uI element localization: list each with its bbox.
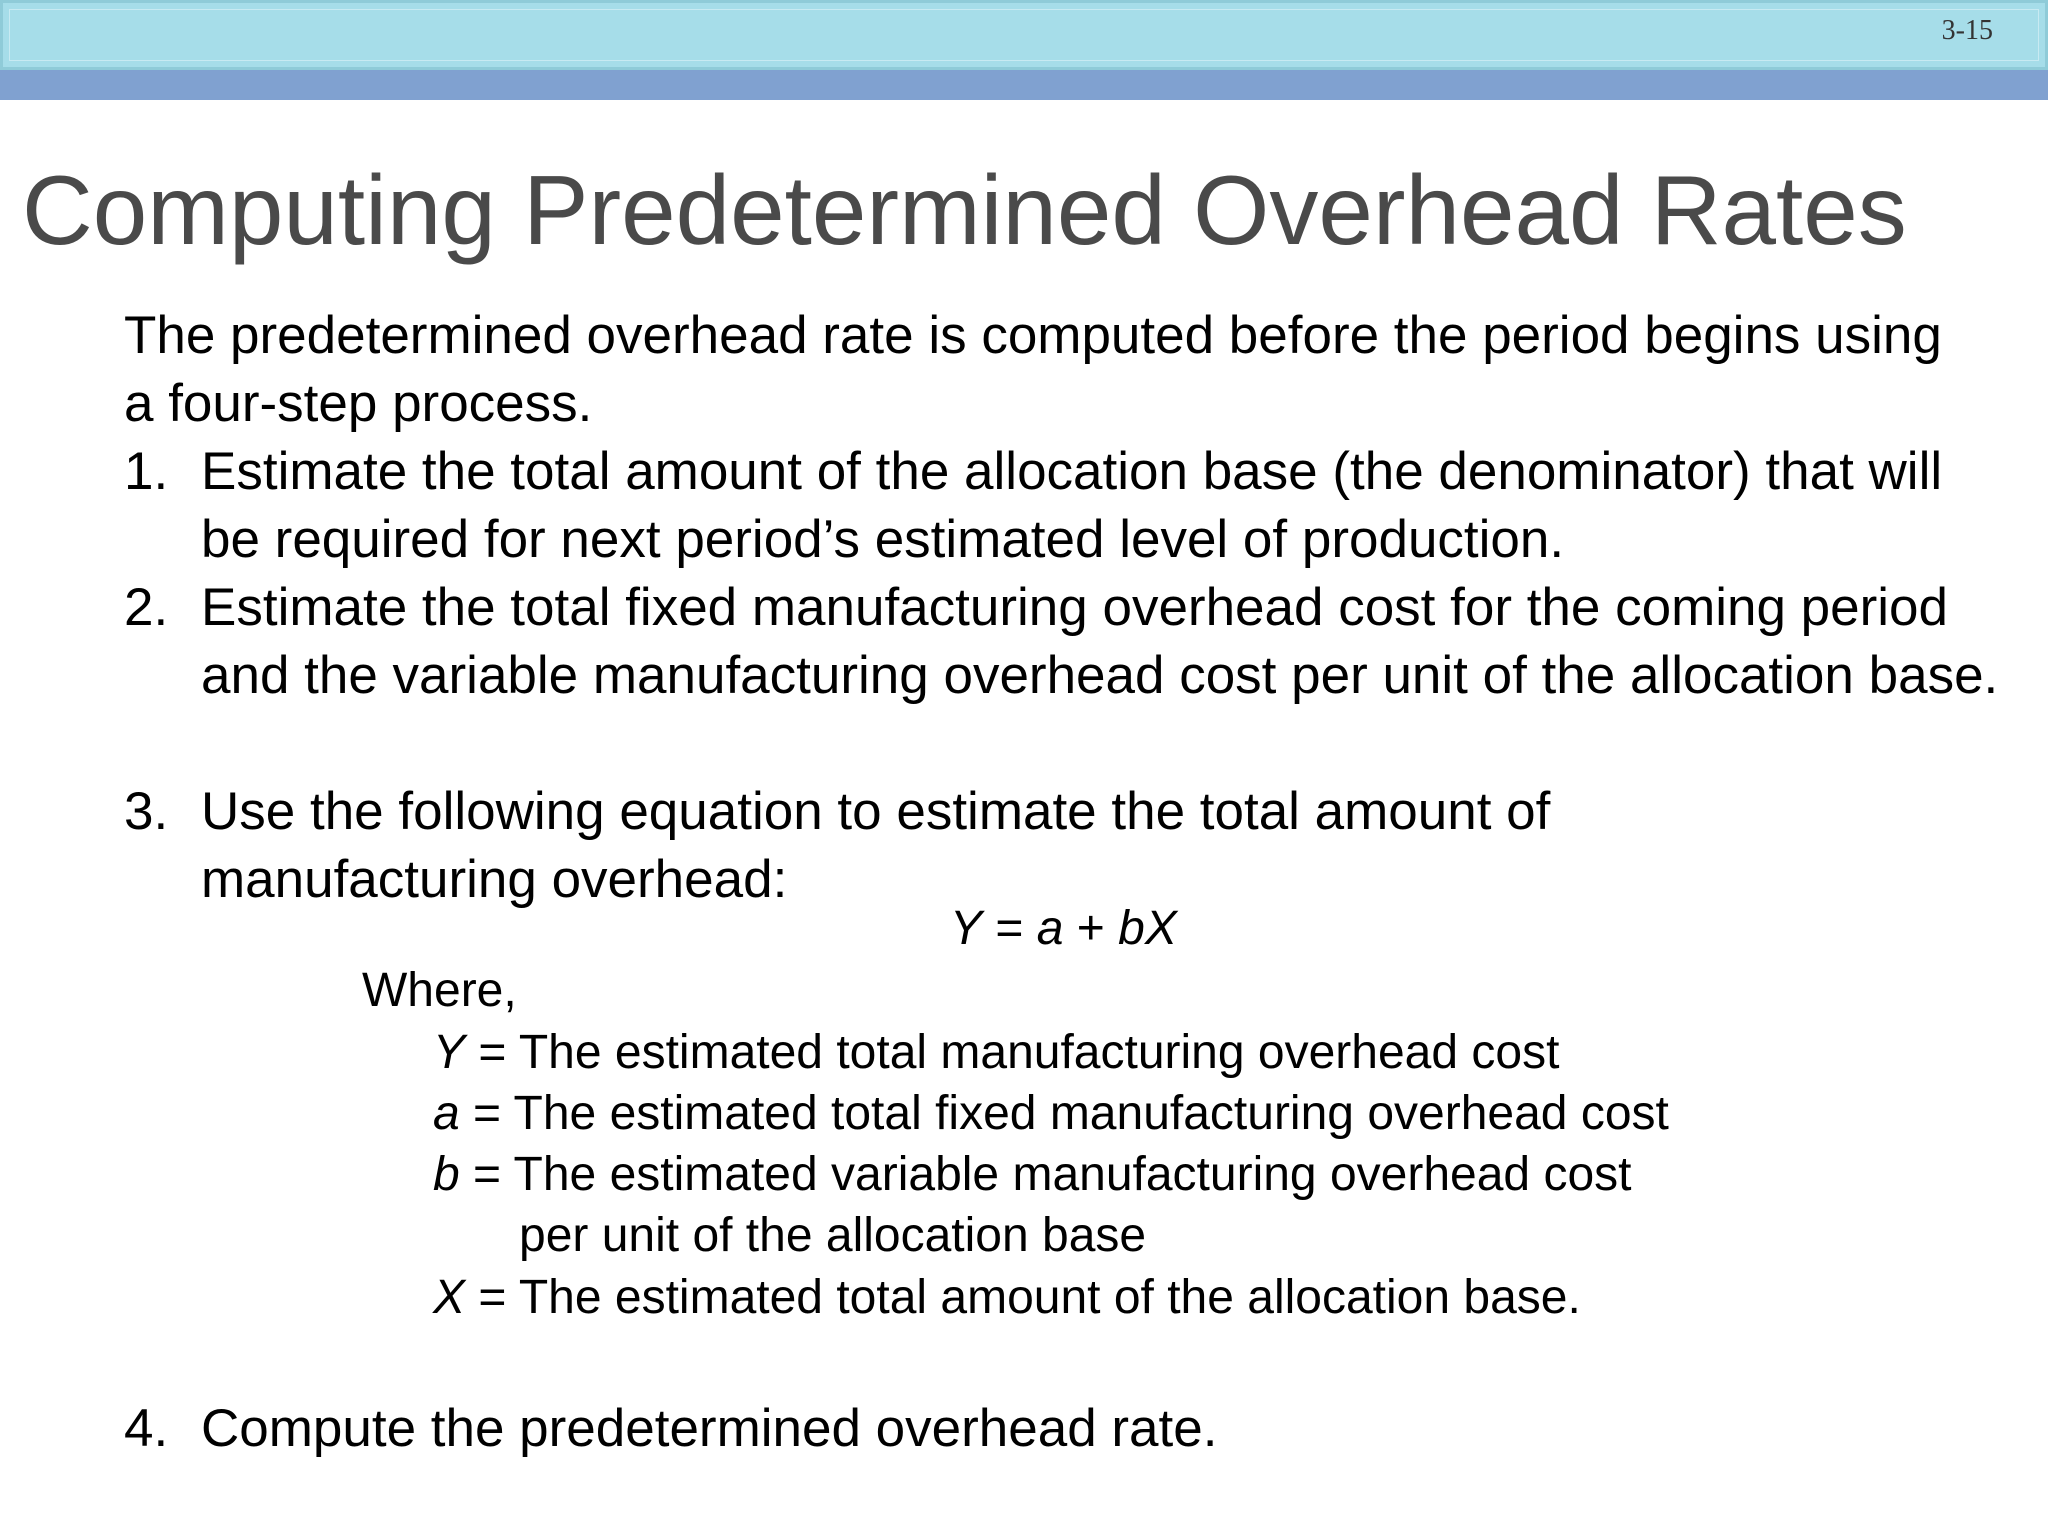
- step-number: 4.: [124, 1399, 169, 1458]
- where-label: Where,: [362, 964, 517, 1017]
- slide-title: Computing Predetermined Overhead Rates: [22, 155, 1907, 265]
- definition-variable: Y: [433, 1026, 466, 1079]
- definition-variable: X: [433, 1271, 466, 1324]
- page-number: 3-15: [1941, 15, 1993, 46]
- definition-x: [433, 1267, 1581, 1328]
- definition-a: [433, 1083, 1669, 1144]
- step-text: Estimate the total fixed manufacturing overhead cost for the coming period and the variable manufacturing overhead cost per unit of the allocation base.: [201, 578, 1999, 705]
- definition-text: = The estimated total manufacturing overhead cost: [465, 1026, 1560, 1079]
- intro-paragraph: The predetermined overhead rate is computed before the period begins using a four-step process.: [124, 306, 1942, 433]
- step-number: 1.: [124, 442, 169, 501]
- header-band: [0, 0, 2048, 70]
- step-number: 3.: [124, 782, 169, 841]
- overhead-equation: [950, 899, 1177, 959]
- definition-text: = The estimated total fixed manufacturing overhead cost: [459, 1087, 1669, 1140]
- definition-variable: b: [433, 1148, 460, 1201]
- definition-b-continuation: per unit of the allocation base: [519, 1209, 1147, 1262]
- step-number: 2.: [124, 578, 169, 637]
- equation-plus: +: [1063, 902, 1119, 955]
- equation-bx: bX: [1118, 902, 1177, 955]
- step-text: Use the following equation to estimate the total amount of manufacturing overhead:: [201, 782, 1551, 909]
- step-text: Estimate the total amount of the allocation base (the denominator) that will be required for next period’s estimated level of production.: [201, 442, 1943, 569]
- equation-equals: =: [982, 902, 1037, 955]
- definition-b: [433, 1144, 1631, 1205]
- definition-text: = The estimated variable manufacturing overhead cost: [459, 1148, 1632, 1201]
- header-band-inner-border: [9, 9, 2039, 61]
- header-accent-strip: [0, 70, 2048, 100]
- definition-variable: a: [433, 1087, 460, 1140]
- equation-y: Y: [950, 902, 983, 955]
- definition-y: [433, 1022, 1559, 1083]
- equation-a: a: [1036, 902, 1064, 955]
- definition-text: = The estimated total amount of the allocation base.: [465, 1271, 1581, 1324]
- step-text: Compute the predetermined overhead rate.: [201, 1399, 1218, 1458]
